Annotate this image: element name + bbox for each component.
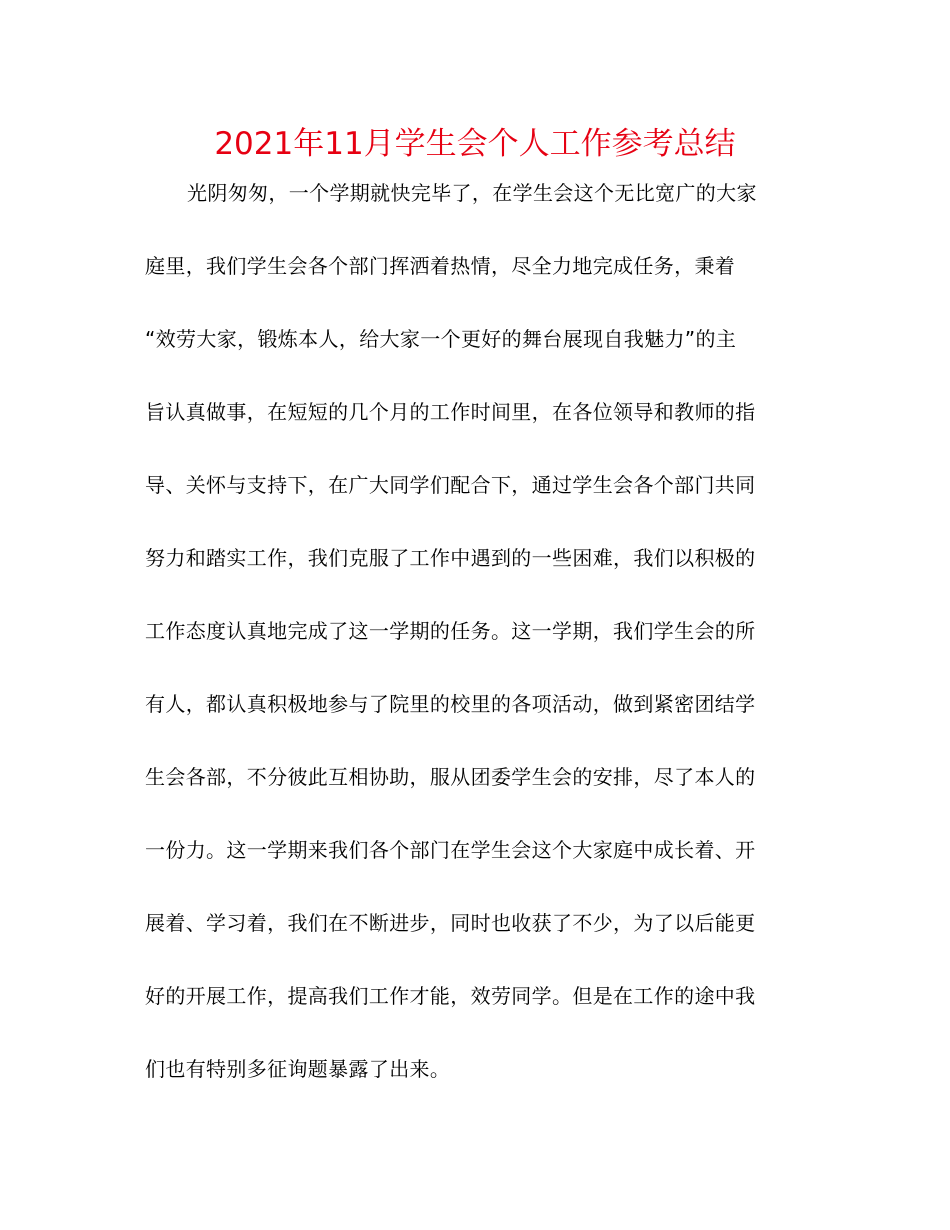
document-title: 2021年11月学生会个人工作参考总结 <box>214 126 736 162</box>
paragraph-line: 旨认真做事，在短短的几个月的工作时间里，在各位领导和教师的指 <box>145 400 756 424</box>
paragraph-line: 好的开展工作，提高我们工作才能，效劳同学。但是在工作的途中我 <box>145 984 756 1008</box>
paragraph-line: 努力和踏实工作，我们克服了工作中遇到的一些困难，我们以积极的 <box>145 546 756 570</box>
paragraph-line: 工作态度认真地完成了这一学期的任务。这一学期，我们学生会的所 <box>145 619 756 643</box>
paragraph-line: 们也有特别多征询题暴露了出来。 <box>145 1057 451 1081</box>
paragraph-line: 导、关怀与支持下，在广大同学们配合下，通过学生会各个部门共同 <box>145 473 756 497</box>
paragraph-line: 展着、学习着，我们在不断进步，同时也收获了不少，为了以后能更 <box>145 911 756 935</box>
paragraph-line: 一份力。这一学期来我们各个部门在学生会这个大家庭中成长着、开 <box>145 838 756 862</box>
paragraph-line: 光阴匆匆，一个学期就快完毕了，在学生会这个无比宽广的大家 <box>187 181 757 205</box>
paragraph-line: 生会各部，不分彼此互相协助，服从团委学生会的安排，尽了本人的 <box>145 765 756 789</box>
paragraph-line: 有人，都认真积极地参与了院里的校里的各项活动，做到紧密团结学 <box>145 692 756 716</box>
paragraph-line: 庭里，我们学生会各个部门挥洒着热情，尽全力地完成任务，秉着 <box>145 254 736 278</box>
document-body <box>145 170 805 1119</box>
paragraph-line: “效劳大家，锻炼本人，给大家一个更好的舞台展现自我魅力”的主 <box>145 327 737 351</box>
